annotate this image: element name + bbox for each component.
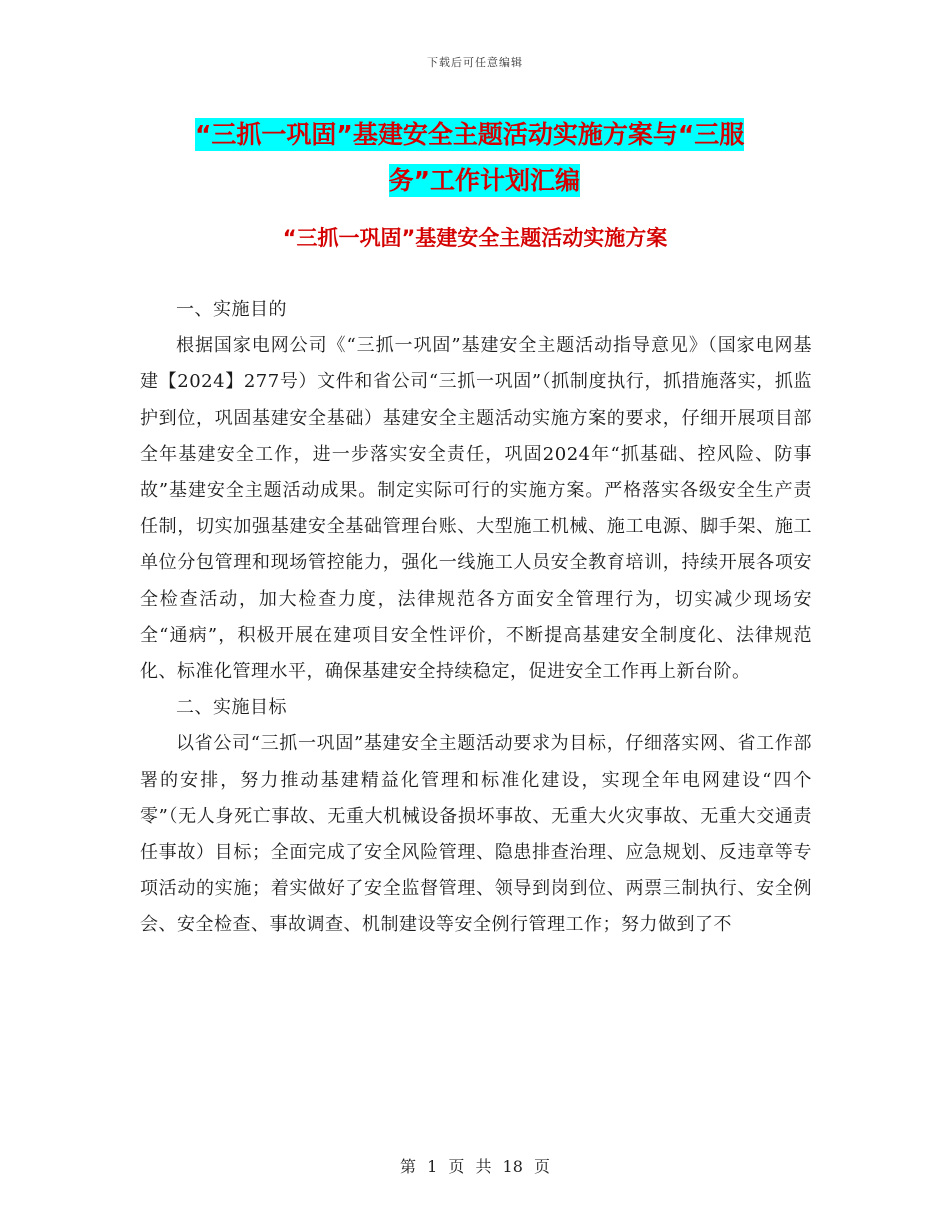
document-title-line-1: [195, 112, 805, 158]
document-body: [140, 292, 812, 944]
paragraph-implementation-goals: 以省公司“三抓一巩固”基建安全主题活动要求为目标，仔细落实网、省工作部署的安排，努力推动基建精益化管理和标准化建设，实现全年电网建设“四个零”（无人身死亡事故、无重大机械设备损坏事故、无重大火灾事故、无重大交通责任事故）目标；全面完成了安全风险管理、隐患排查治理、应急规划、反违章等专项活动的实施；着实做好了安全监督管理、领导到岗到位、两票三制执行、安全例会、安全检查、事故调查、机制建设等安全例行管理工作；努力做到了不: [140, 733, 812, 936]
heading-implementation-purpose: 一、实施目的: [176, 299, 287, 320]
title-highlight-2: 务”工作计划汇编: [388, 166, 580, 195]
paragraph-implementation-purpose: 根据国家电网公司《“三抓一巩固”基建安全主题活动指导意见》（国家电网基建【2024】277号）文件和省公司“三抓一巩固”（抓制度执行，抓措施落实，抓监护到位，巩固基建安全基础）基建安全主题活动实施方案的要求，仔细开展项目部全年基建安全工作，进一步落实安全责任，巩固2024年“抓基础、控风险、防事故”基建安全主题活动成果。制定实际可行的实施方案。严格落实各级安全生产责任制，切实加强基建安全基础管理台账、大型施工机械、施工电源、脚手架、施工单位分包管理和现场管控能力，强化一线施工人员安全教育培训，持续开展各项安全检查活动，加大检查力度，法律规范各方面安全管理行为，切实减少现场安全“通病”，积极开展在建项目安全性评价，不断提高基建安全制度化、法律规范化、标准化管理水平，确保基建安全持续稳定，促进安全工作再上新台阶。: [140, 335, 812, 683]
heading-implementation-goals: 二、实施目标: [176, 697, 287, 719]
title-highlight-1: “三抓一巩固”基建安全主题活动实施方案与“三服: [195, 120, 745, 149]
section-title: “三抓一巩固”基建安全主题活动实施方案: [282, 226, 668, 250]
page-number: 第 1 页 共 18 页: [400, 1157, 550, 1176]
document-title: [195, 112, 805, 204]
page-header-note: 下载后可任意编辑: [427, 56, 523, 69]
document-title-line-2: [195, 158, 805, 204]
